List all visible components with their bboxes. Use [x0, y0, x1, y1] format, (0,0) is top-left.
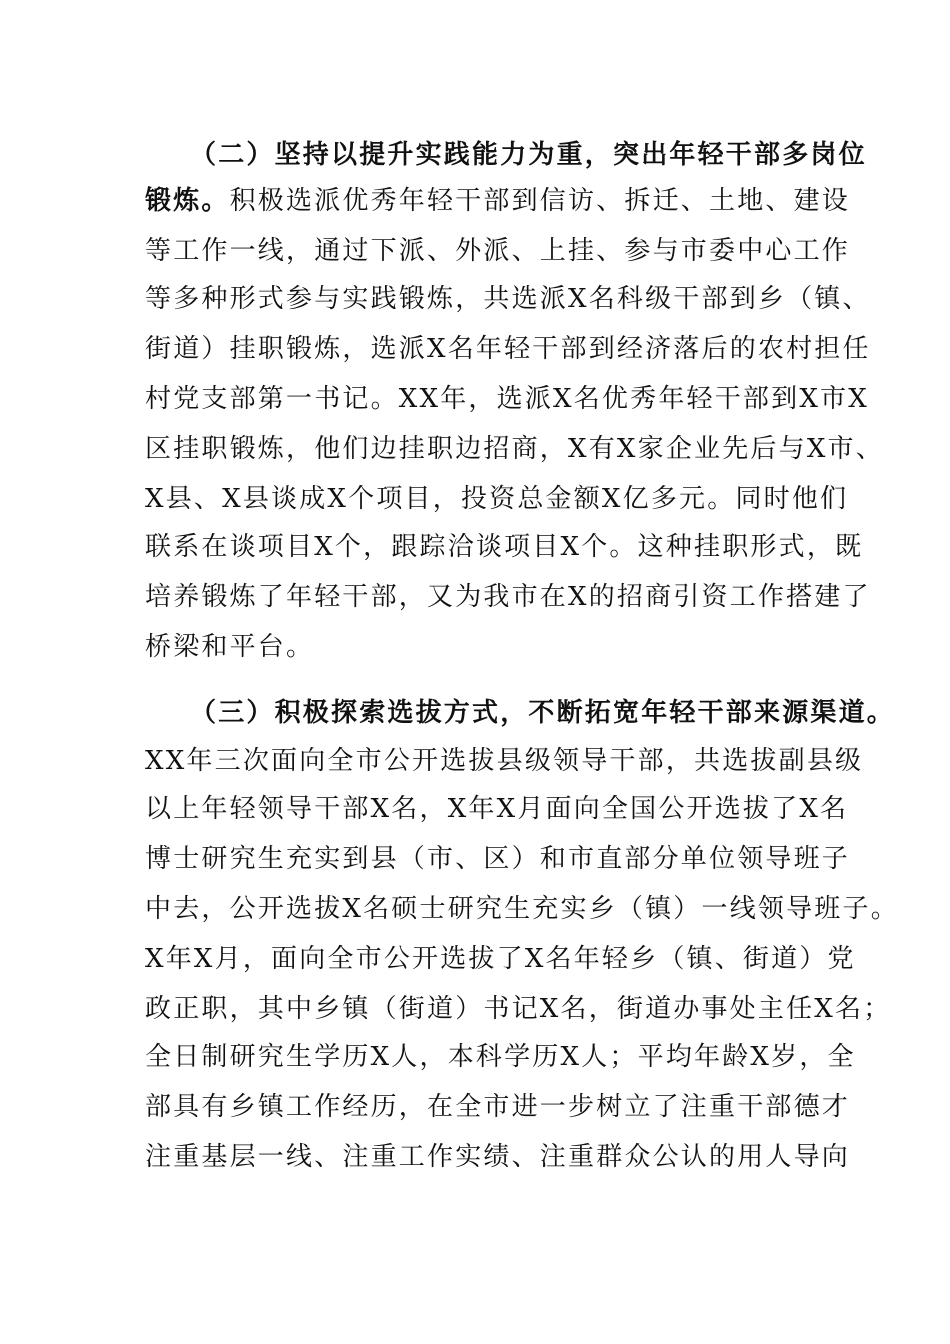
paragraph-line: [145, 276, 871, 322]
paragraph-line: [145, 836, 851, 882]
body-text: 培养锻炼了年轻干部，又为我市在X的招商引资工作搭建了: [145, 582, 871, 612]
section-heading-2: [190, 132, 867, 178]
body-text: 中去，公开选拔X名硕士研究生充实乡（镇）一线领导班子。: [145, 894, 899, 924]
paragraph-line: [145, 476, 849, 522]
body-text: 区挂职锻炼，他们边挂职边招商，X有X家企业先后与X市、: [145, 434, 884, 464]
body-text: 以上年轻领导干部X名，X年X月面向全国公开选拔了X名: [145, 794, 849, 824]
body-text: 村党支部第一书记。XX年，选派X名优秀年轻干部到X市X: [145, 384, 869, 414]
body-text: 桥梁和平台。: [145, 632, 315, 662]
body-text: 联系在谈项目X个，跟踪洽谈项目X个。这种挂职形式，既: [145, 532, 864, 562]
paragraph-line: [145, 886, 899, 932]
body-text: 全日制研究生学历X人，本科学历X人；平均年龄X岁，全: [145, 1042, 856, 1072]
body-text: 积极选派优秀年轻干部到信访、拆迁、土地、建设: [229, 186, 851, 216]
paragraph-line: [145, 426, 884, 472]
body-text: XX年三次面向全市公开选拔县级领导干部，共选拔副县级: [145, 746, 864, 776]
paragraph-line: [145, 1134, 851, 1180]
section-heading-3: [190, 690, 896, 736]
body-text: 博士研究生充实到县（市、区）和市直部分单位领导班子: [145, 844, 851, 874]
paragraph-line: [145, 786, 849, 832]
paragraph-line: [145, 986, 892, 1032]
paragraph-line: [145, 178, 851, 224]
paragraph-line: [145, 524, 864, 570]
heading-text: （二）坚持以提升实践能力为重，突出年轻干部多岗位: [190, 140, 867, 170]
heading-text: （三）积极探索选拔方式，不断拓宽年轻干部来源渠道。: [190, 698, 896, 728]
body-text: 等工作一线，通过下派、外派、上挂、参与市委中心工作: [145, 236, 851, 266]
body-text: 部具有乡镇工作经历，在全市进一步树立了注重干部德才: [145, 1092, 851, 1122]
body-text: 政正职，其中乡镇（街道）书记X名，街道办事处主任X名；: [145, 994, 892, 1024]
paragraph-line: [145, 1084, 851, 1130]
paragraph-line: [145, 936, 856, 982]
body-text: 等多种形式参与实践锻炼，共选派X名科级干部到乡（镇、: [145, 284, 871, 314]
paragraph-line: [145, 1034, 856, 1080]
paragraph-line: [145, 574, 871, 620]
heading-text: 锻炼。: [145, 186, 230, 216]
body-text: 注重基层一线、注重工作实绩、注重群众公认的用人导向: [145, 1142, 851, 1172]
paragraph-line: [145, 376, 869, 422]
body-text: X年X月，面向全市公开选拔了X名年轻乡（镇、街道）党: [145, 944, 856, 974]
paragraph-line: [145, 326, 871, 372]
paragraph-line: [145, 228, 851, 274]
paragraph-line: [145, 624, 815, 670]
body-text: 街道）挂职锻炼，选派X名年轻干部到经济落后的农村担任: [145, 334, 871, 364]
paragraph-line: [145, 738, 864, 784]
body-text: X县、X县谈成X个项目，投资总金额X亿多元。同时他们: [145, 484, 849, 514]
